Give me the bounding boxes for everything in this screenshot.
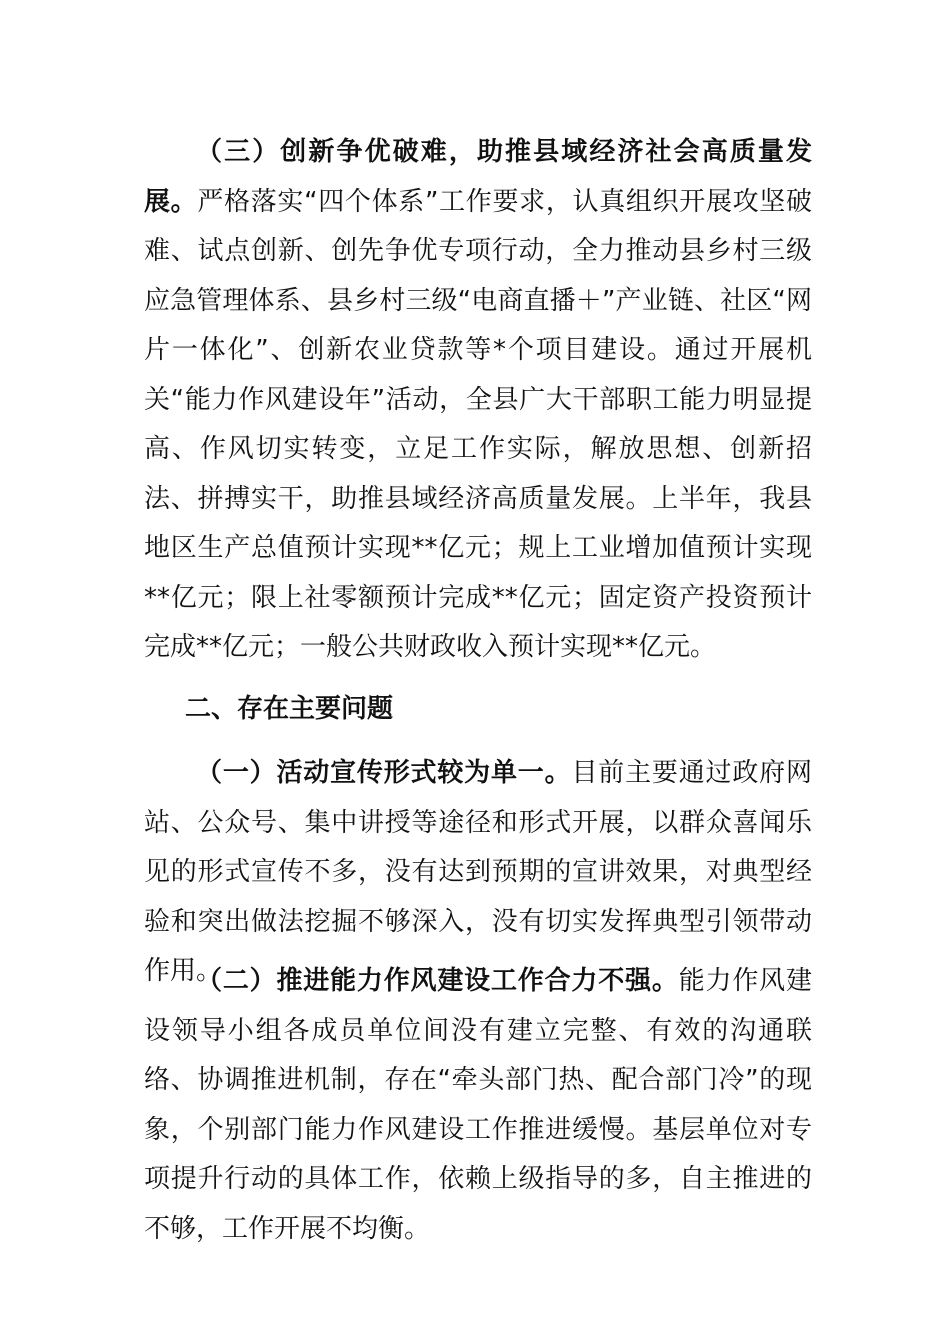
paragraph-section-3 <box>144 128 812 673</box>
section-heading-problems: 二、存在主要问题 <box>185 694 394 724</box>
paragraph-body: 目前主要通过政府网站、公众号、集中讲授等途径和形式开展，以群众喜闻乐见的形式宣传不多，没有达到预期的宣讲效果，对典型经验和突出做法挖掘不够深入，没有切实发挥典型引领带动作用。 <box>144 758 812 986</box>
paragraph-lead-bold: （一）活动宣传形式较为单一。 <box>196 758 572 788</box>
paragraph-problem-2 <box>144 957 812 1254</box>
paragraph-lead-bold: （三）创新争优破难，助推县域经济社会高质量发展。 <box>144 137 812 217</box>
paragraph-lead-bold: （二）推进能力作风建设工作合力不强。 <box>196 966 679 996</box>
paragraph-body: 能力作风建设领导小组各成员单位间没有建立完整、有效的沟通联络、协调推进机制，存在“牵头部门热、配合部门冷”的现象，个别部门能力作风建设工作推进缓慢。基层单位对专项提升行动的具体工作，依赖上级指导的多，自主推进的不够，工作开展不均衡。 <box>144 966 812 1244</box>
paragraph-body: 严格落实“四个体系”工作要求，认真组织开展攻坚破难、试点创新、创先争优专项行动，全力推动县乡村三级应急管理体系、县乡村三级“电商直播＋”产业链、社区“网片一体化”、创新农业贷款等*个项目建设。通过开展机关“能力作风建设年”活动，全县广大干部职工能力明显提高、作风切实转变，立足工作实际，解放思想、创新招法、拼搏实干，助推县域经济高质量发展。上半年，我县地区生产总值预计实现**亿元；规上工业增加值预计实现**亿元；限上社零额预计完成**亿元；固定资产投资预计完成**亿元；一般公共财政收入预计实现**亿元。 <box>144 186 812 662</box>
